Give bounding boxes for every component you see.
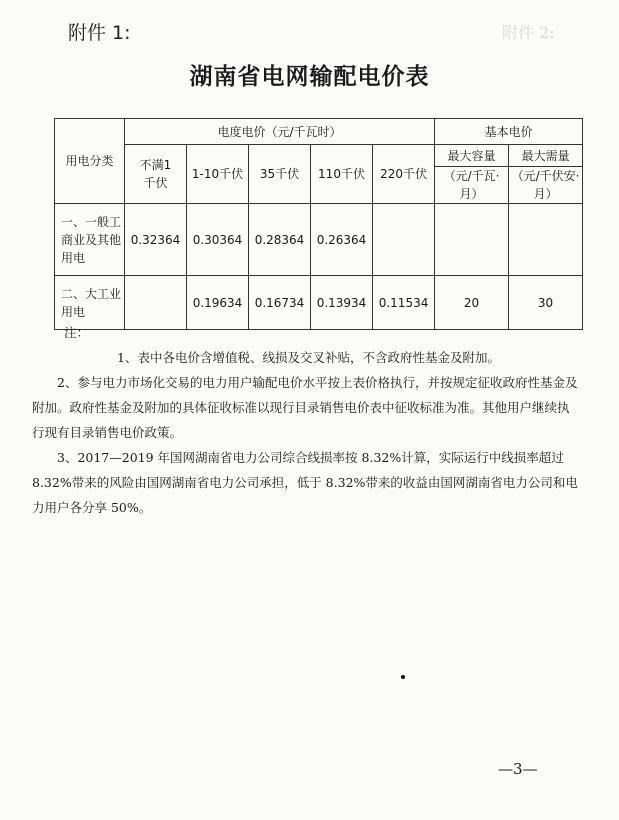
demand-header: 最大需量: [509, 145, 583, 167]
voltage-header-220kv: 220千伏: [373, 145, 435, 204]
price-cell: 0.13934: [311, 276, 373, 330]
capacity-cell: [435, 204, 509, 276]
price-cell: [373, 204, 435, 276]
note-item: 1、表中各电价含增值税、线损及交叉补贴，不含政府性基金及附加。: [117, 350, 500, 365]
ghost-attachment-label: 附件 2:: [502, 23, 555, 42]
notes-section: [32, 320, 578, 520]
note-item: 3、2017—2019 年国网湖南省电力公司综合线损率按 8.32%计算，实际运行中线损率超过8.32%带来的风险由国网湖南省电力公司承担，低于 8.32%带来的收益由国网湖南省电力公司和电力用户各分享 50%。: [32, 450, 578, 515]
voltage-header-35kv: 35千伏: [249, 145, 311, 204]
demand-cell: 30: [509, 276, 583, 330]
demand-cell: [509, 204, 583, 276]
price-cell: 0.30364: [187, 204, 249, 276]
note-item: 2、参与电力市场化交易的电力用户输配电价水平按上表价格执行，并按规定征收政府性基金及附加。政府性基金及附加的具体征收标准以现行目录销售电价表中征收标准为准。其他用户继续执行现有目录销售电价政策。: [32, 375, 578, 440]
document-title: 湖南省电网输配电价表: [189, 63, 430, 90]
price-cell: 0.16734: [249, 276, 311, 330]
energy-price-header: 电度电价（元/千瓦时）: [125, 119, 435, 145]
basic-price-header: 基本电价: [435, 119, 583, 145]
category-cell: 二、大工业用电: [55, 276, 125, 330]
voltage-header-1-10kv: 1-10千伏: [187, 145, 249, 204]
price-cell: 0.32364: [125, 204, 187, 276]
voltage-header-lt1kv: 不满1千伏: [125, 145, 187, 204]
price-cell: 0.26364: [311, 204, 373, 276]
page-number: —3—: [498, 760, 538, 778]
price-cell: 0.11534: [373, 276, 435, 330]
price-cell: 0.28364: [249, 204, 311, 276]
attachment-label: 附件 1:: [68, 22, 131, 44]
category-header: 用电分类: [55, 119, 125, 204]
notes-lead: 注：: [64, 325, 90, 340]
tariff-table: [54, 118, 583, 330]
capacity-unit: （元/千瓦·月）: [435, 167, 509, 204]
voltage-header-110kv: 110千伏: [311, 145, 373, 204]
capacity-cell: 20: [435, 276, 509, 330]
capacity-header: 最大容量: [435, 145, 509, 167]
price-cell: 0.19634: [187, 276, 249, 330]
category-cell: 一、一般工商业及其他用电: [55, 204, 125, 276]
demand-unit: （元/千伏安·月）: [509, 167, 583, 204]
ink-speck: [401, 675, 405, 679]
table-row: [55, 204, 583, 276]
